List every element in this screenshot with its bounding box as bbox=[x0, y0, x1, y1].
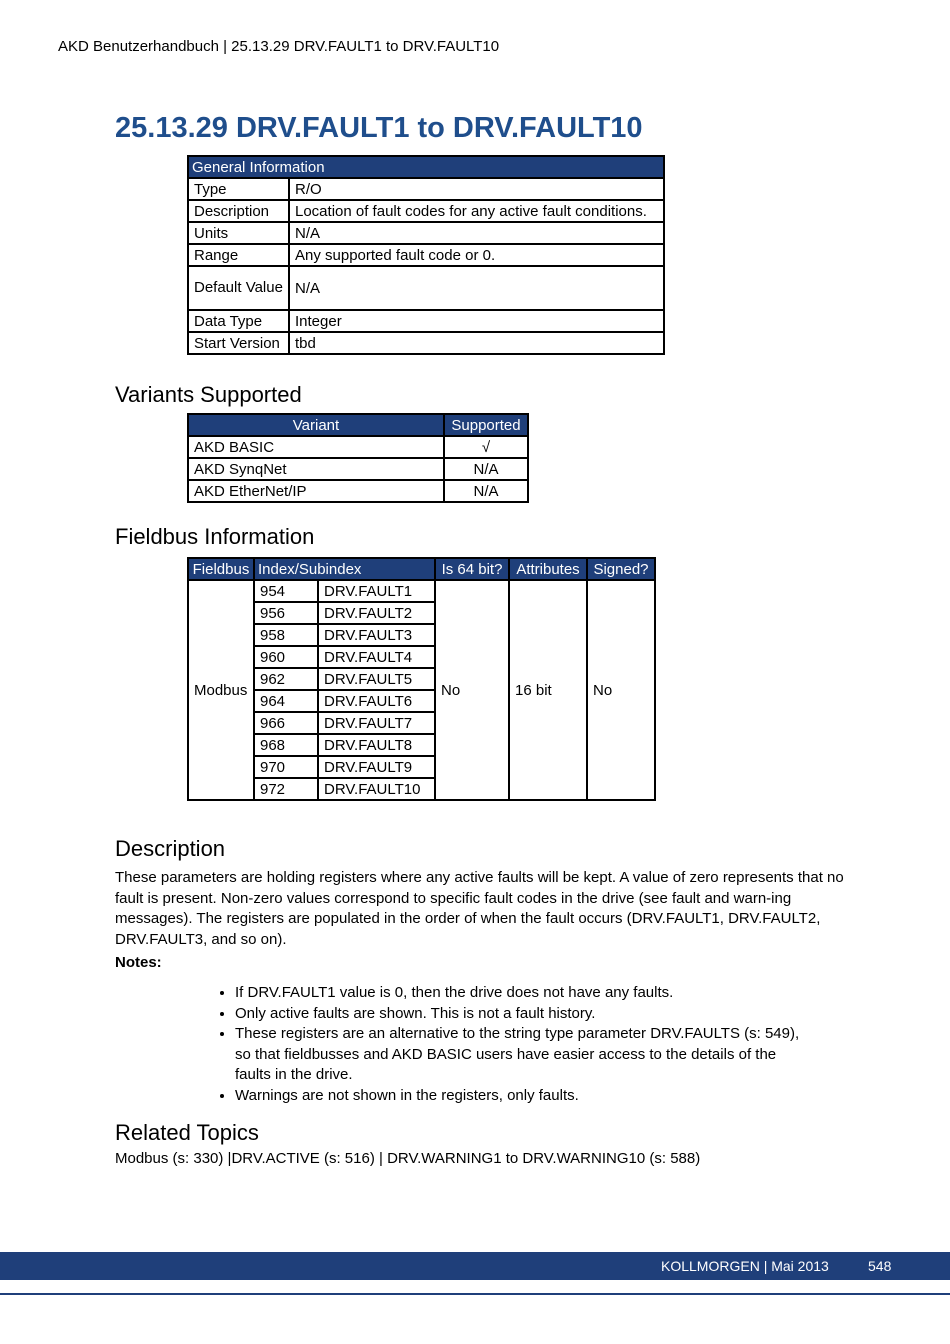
parameter-name: DRV.FAULT7 bbox=[318, 712, 435, 734]
variant-supported: N/A bbox=[444, 480, 528, 502]
footer-bar bbox=[0, 1252, 950, 1280]
variants-heading: Variants Supported bbox=[115, 382, 302, 407]
footer-brand: KOLLMORGEN | Mai 2013 bbox=[661, 1258, 829, 1274]
related-topics-links[interactable]: Modbus (s: 330) |DRV.ACTIVE (s: 516) | DRV.WARNING1 to DRV.WARNING10 (s: 588) bbox=[115, 1150, 701, 1167]
parameter-name: DRV.FAULT4 bbox=[318, 646, 435, 668]
description-heading: Description bbox=[115, 836, 226, 861]
modbus-index: 966 bbox=[254, 712, 318, 734]
variant-name: AKD SynqNet bbox=[188, 458, 444, 480]
parameter-name: DRV.FAULT6 bbox=[318, 690, 435, 712]
is64-column-header: Is 64 bit? bbox=[435, 558, 509, 580]
fieldbus-name: Modbus bbox=[188, 580, 254, 800]
table-row bbox=[188, 244, 664, 266]
modbus-index: 968 bbox=[254, 734, 318, 756]
parameter-name: DRV.FAULT8 bbox=[318, 734, 435, 756]
variant-supported: N/A bbox=[444, 458, 528, 480]
parameter-name: DRV.FAULT9 bbox=[318, 756, 435, 778]
units-label: Units bbox=[188, 222, 289, 244]
description-value: Location of fault codes for any active fault conditions. bbox=[289, 200, 664, 222]
is64-value: No bbox=[435, 580, 509, 800]
variant-supported: √ bbox=[444, 436, 528, 458]
default-value-label: Default Value bbox=[188, 266, 289, 310]
table-row bbox=[188, 200, 664, 222]
general-information-table bbox=[187, 155, 665, 355]
attributes-column-header: Attributes bbox=[509, 558, 587, 580]
modbus-index: 962 bbox=[254, 668, 318, 690]
start-version-label: Start Version bbox=[188, 332, 289, 354]
variant-name: AKD EtherNet/IP bbox=[188, 480, 444, 502]
parameter-name: DRV.FAULT5 bbox=[318, 668, 435, 690]
parameter-name: DRV.FAULT10 bbox=[318, 778, 435, 800]
list-item: • If DRV.FAULT1 value is 0, then the drive does not have any faults. bbox=[235, 983, 805, 1004]
range-value: Any supported fault code or 0. bbox=[289, 244, 664, 266]
description-label: Description bbox=[188, 200, 289, 222]
variant-column-header: Variant bbox=[188, 414, 444, 436]
variant-name: AKD BASIC bbox=[188, 436, 444, 458]
page-number: 548 bbox=[868, 1258, 892, 1274]
data-type-value: Integer bbox=[289, 310, 664, 332]
supported-column-header: Supported bbox=[444, 414, 528, 436]
footer-divider bbox=[0, 1293, 950, 1295]
modbus-index: 954 bbox=[254, 580, 318, 602]
table-row bbox=[188, 310, 664, 332]
default-value-value: N/A bbox=[289, 266, 664, 310]
table-row bbox=[188, 332, 664, 354]
notes-list bbox=[215, 983, 805, 1106]
attributes-value: 16 bit bbox=[509, 580, 587, 800]
table-row bbox=[188, 436, 528, 458]
list-item: • These registers are an alternative to the string type parameter DRV.FAULTS (s: 549), so that fieldbusses and AKD BASIC users have easier access to the details of the faults in the drive. bbox=[235, 1024, 805, 1086]
modbus-index: 964 bbox=[254, 690, 318, 712]
signed-value: No bbox=[587, 580, 655, 800]
signed-column-header: Signed? bbox=[587, 558, 655, 580]
table-row bbox=[188, 222, 664, 244]
index-column-header: Index/Subindex bbox=[254, 558, 435, 580]
table-row bbox=[188, 580, 655, 602]
fieldbus-heading: Fieldbus Information bbox=[115, 524, 315, 549]
type-label: Type bbox=[188, 178, 289, 200]
range-label: Range bbox=[188, 244, 289, 266]
notes-label: Notes: bbox=[115, 954, 162, 971]
table-row bbox=[188, 178, 664, 200]
table-row bbox=[188, 480, 528, 502]
units-value: N/A bbox=[289, 222, 664, 244]
type-value: R/O bbox=[289, 178, 664, 200]
related-topics-heading: Related Topics bbox=[115, 1120, 259, 1145]
modbus-index: 958 bbox=[254, 624, 318, 646]
list-item: • Only active faults are shown. This is not a fault history. bbox=[235, 1004, 805, 1025]
running-header: AKD Benutzerhandbuch | 25.13.29 DRV.FAULT1 to DRV.FAULT10 bbox=[58, 38, 500, 55]
data-type-label: Data Type bbox=[188, 310, 289, 332]
parameter-name: DRV.FAULT1 bbox=[318, 580, 435, 602]
general-information-header: General Information bbox=[188, 156, 664, 178]
modbus-index: 956 bbox=[254, 602, 318, 624]
modbus-index: 960 bbox=[254, 646, 318, 668]
description-text: These parameters are holding registers where any active faults will be kept. A value of zero represents that no fault is present. Non-zero values correspond to specific fault codes in the drive (see fault and warn-ing messages). The registers are populated in the order of when the fault occurs (DRV.FAULT1, DRV.FAULT2, DRV.FAULT3, and so on). bbox=[115, 869, 844, 948]
fieldbus-column-header: Fieldbus bbox=[188, 558, 254, 580]
modbus-index: 972 bbox=[254, 778, 318, 800]
start-version-value: tbd bbox=[289, 332, 664, 354]
table-row bbox=[188, 458, 528, 480]
list-item: • Warnings are not shown in the registers, only faults. bbox=[235, 1086, 805, 1107]
parameter-name: DRV.FAULT2 bbox=[318, 602, 435, 624]
fieldbus-table bbox=[187, 557, 656, 801]
variants-table bbox=[187, 413, 529, 503]
modbus-index: 970 bbox=[254, 756, 318, 778]
parameter-name: DRV.FAULT3 bbox=[318, 624, 435, 646]
table-row bbox=[188, 266, 664, 310]
page-title: 25.13.29 DRV.FAULT1 to DRV.FAULT10 bbox=[115, 112, 643, 144]
